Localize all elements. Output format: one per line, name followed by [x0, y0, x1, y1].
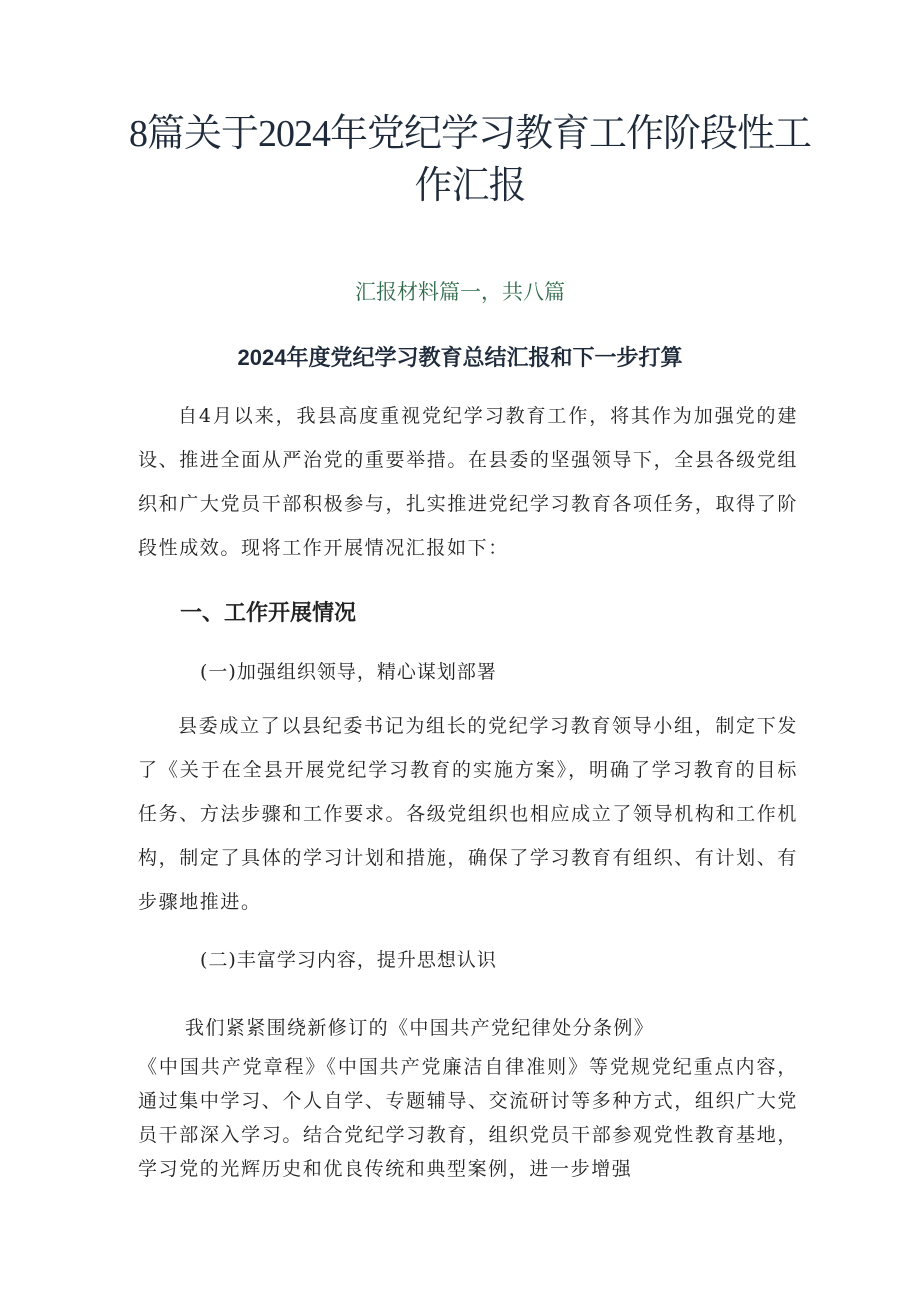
- learning-content-first-line: 我们紧紧围绕新修订的《中国共产党纪律处分条例》: [185, 1017, 655, 1039]
- section-heading-work-progress: 一、工作开展情况: [180, 600, 357, 625]
- subsection-heading-organization: (一)加强组织领导，精心谋划部署: [200, 661, 497, 683]
- document-title: 8篇关于2024年党纪学习教育工作阶段性工作汇报: [128, 113, 811, 207]
- document-subtitle: 汇报材料篇一，共八篇: [355, 281, 565, 304]
- report-heading: 2024年度党纪学习教育总结汇报和下一步打算: [237, 345, 683, 370]
- organization-paragraph: 县委成立了以县纪委书记为组长的党纪学习教育领导小组，制定下发了《关于在全县开展党纪学习教育的实施方案》，明确了学习教育的目标任务、方法步骤和工作要求。各级党组织也相应成立了领导机构和工作机构，制定了具体的学习计划和措施，确保了学习教育有组织、有计划、有步骤地推进。: [138, 715, 798, 913]
- subsection-heading-learning-content: (二)丰富学习内容，提升思想认识: [200, 949, 497, 971]
- learning-content-paragraph: 《中国共产党章程》《中国共产党廉洁自律准则》等党规党纪重点内容，通过集中学习、个人自学、专题辅导、交流研讨等多种方式，组织广大党员干部深入学习。结合党纪学习教育，组织党员干部参观党性教育基地，学习党的光辉历史和优良传统和典型案例，进一步增强: [138, 1056, 798, 1180]
- intro-paragraph: 自4月以来，我县高度重视党纪学习教育工作，将其作为加强党的建设、推进全面从严治党的重要举措。在县委的坚强领导下，全县各级党组织和广大党员干部积极参与，扎实推进党纪学习教育各项任务，取得了阶段性成效。现将工作开展情况汇报如下：: [138, 405, 798, 559]
